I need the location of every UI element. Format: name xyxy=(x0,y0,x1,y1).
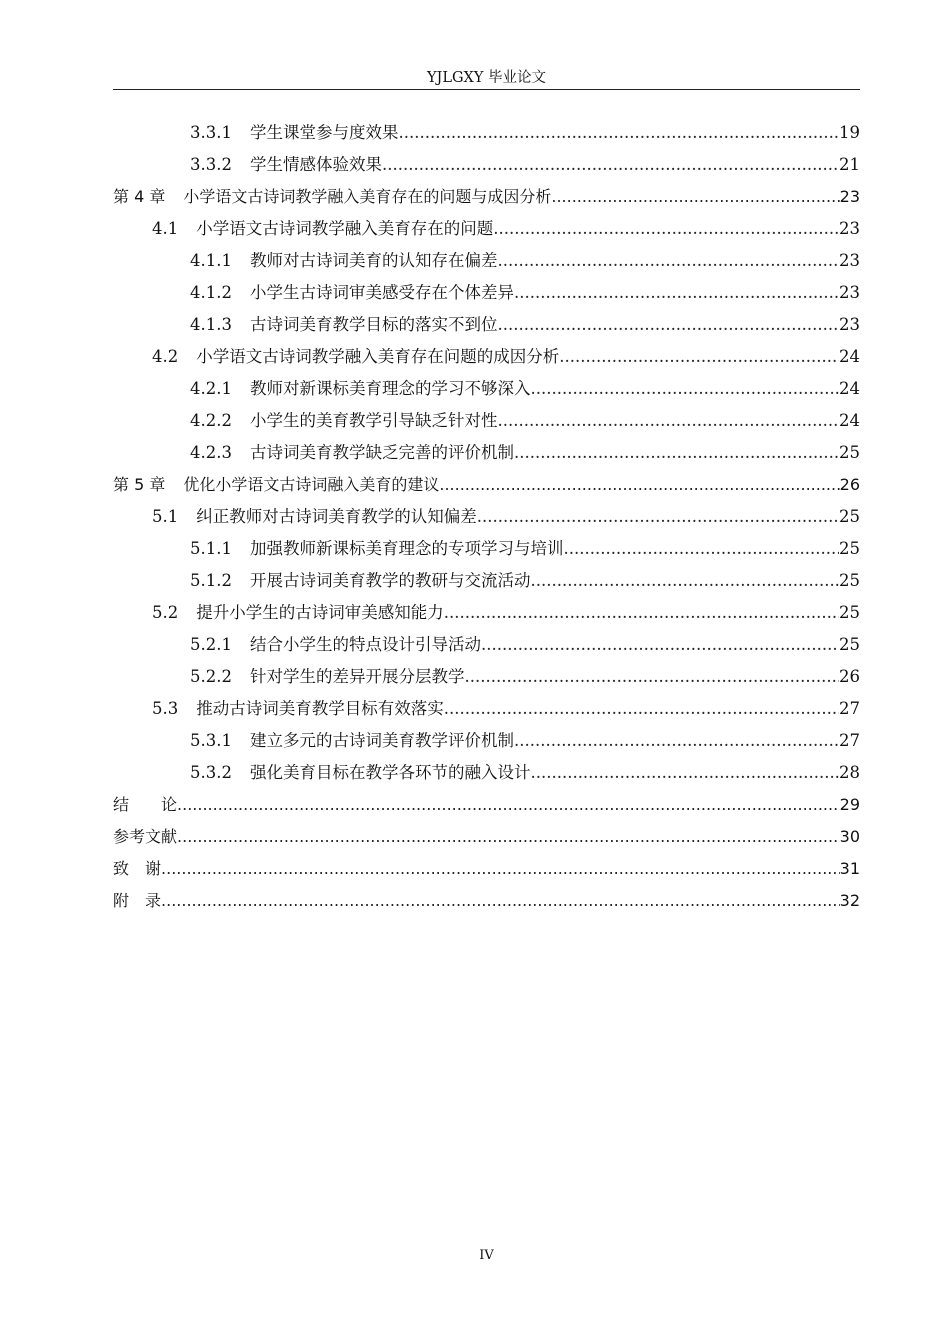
toc-entry-page: 25 xyxy=(839,539,860,558)
toc-entry-page: 23 xyxy=(839,187,860,206)
toc-entry[interactable] xyxy=(113,821,860,853)
toc-entry-number: 4.2.2 xyxy=(190,411,232,430)
toc-entry-page: 25 xyxy=(839,571,860,590)
toc-entry[interactable] xyxy=(113,661,860,693)
toc-entry-title: 开展古诗词美育教学的教研与交流活动 xyxy=(249,571,531,590)
page-number: IV xyxy=(479,1248,494,1263)
toc-entry-number: 4.1 xyxy=(152,219,179,238)
toc-entry-title: 针对学生的差异开展分层教学 xyxy=(249,667,465,686)
toc-entry-title: 纠正教师对古诗词美育教学的认知偏差 xyxy=(196,507,477,526)
toc-entry[interactable] xyxy=(113,213,860,245)
toc-entry[interactable] xyxy=(113,533,860,565)
toc-entry-number: 4.2 xyxy=(152,347,179,366)
dot-leader xyxy=(497,245,839,277)
toc-entry-page: 21 xyxy=(839,155,860,174)
toc-entry[interactable] xyxy=(113,501,860,533)
toc-entry-title: 学生情感体验效果 xyxy=(249,155,382,174)
toc-entry[interactable] xyxy=(113,885,860,917)
toc-entry-number: 5.2.2 xyxy=(190,667,232,686)
dot-leader xyxy=(444,597,839,629)
toc-entry-number: 4.1.2 xyxy=(190,283,232,302)
dot-leader xyxy=(382,149,839,181)
dot-leader xyxy=(481,629,839,661)
toc-entry-title: 小学语文古诗词教学融入美育存在的问题 xyxy=(196,219,494,238)
toc-entry-number: 5.1 xyxy=(152,507,179,526)
dot-leader xyxy=(497,405,839,437)
toc-entry-title: 附 录 xyxy=(113,891,162,910)
toc-entry-title: 建立多元的古诗词美育教学评价机制 xyxy=(249,731,514,750)
toc-entry-page: 26 xyxy=(839,475,860,494)
toc-entry-page: 19 xyxy=(839,123,860,142)
toc-entry-title: 教师对古诗词美育的认知存在偏差 xyxy=(249,251,498,270)
toc-entry-number: 5.3.2 xyxy=(190,763,232,782)
toc-entry-title: 小学语文古诗词教学融入美育存在问题的成因分析 xyxy=(196,347,560,366)
dot-leader xyxy=(530,757,839,789)
toc-entry[interactable] xyxy=(113,405,860,437)
toc-entry-number: 5.2 xyxy=(152,603,179,622)
dot-leader xyxy=(563,533,839,565)
dot-leader xyxy=(514,725,839,757)
toc-entry[interactable] xyxy=(113,725,860,757)
toc-entry[interactable] xyxy=(113,565,860,597)
toc-entry-title: 强化美育目标在教学各环节的融入设计 xyxy=(249,763,531,782)
toc-entry-page: 28 xyxy=(839,763,860,782)
toc-entry-number: 4.2.1 xyxy=(190,379,232,398)
dot-leader xyxy=(477,501,839,533)
toc-entry[interactable] xyxy=(113,757,860,789)
toc-entry-page: 25 xyxy=(839,507,860,526)
toc-entry-number: 4.1.3 xyxy=(190,315,232,334)
toc-entry-page: 25 xyxy=(839,635,860,654)
toc-entry-number: 5.1.2 xyxy=(190,571,232,590)
toc-entry[interactable] xyxy=(113,277,860,309)
dot-leader xyxy=(177,821,840,853)
toc-entry[interactable] xyxy=(113,309,860,341)
toc-entry[interactable] xyxy=(113,181,860,213)
toc-entry-title: 古诗词美育教学缺乏完善的评价机制 xyxy=(249,443,514,462)
toc-entry[interactable] xyxy=(113,149,860,181)
dot-leader xyxy=(530,565,839,597)
toc-entry-page: 27 xyxy=(839,699,860,718)
toc-entry-number: 5.2.1 xyxy=(190,635,232,654)
toc-entry-title: 提升小学生的古诗词审美感知能力 xyxy=(196,603,444,622)
toc-entry-title: 小学语文古诗词教学融入美育存在的问题与成因分析 xyxy=(183,187,552,206)
toc-entry-page: 32 xyxy=(839,891,860,910)
toc-entry[interactable] xyxy=(113,629,860,661)
toc-entry-number: 5.1.1 xyxy=(190,539,232,558)
toc-entry[interactable] xyxy=(113,693,860,725)
toc-entry[interactable] xyxy=(113,469,860,501)
dot-leader xyxy=(161,885,840,917)
toc-entry[interactable] xyxy=(113,597,860,629)
toc-entry[interactable] xyxy=(113,853,860,885)
toc-entry-title: 学生课堂参与度效果 xyxy=(249,123,399,142)
toc-entry-number: 5.3 xyxy=(152,699,179,718)
dot-leader xyxy=(559,341,839,373)
toc-entry-number: 3.3.1 xyxy=(190,123,232,142)
toc-entry[interactable] xyxy=(113,117,860,149)
dot-leader xyxy=(551,181,839,213)
toc-entry-title: 结 论 xyxy=(113,795,178,814)
toc-entry-number: 3.3.2 xyxy=(190,155,232,174)
dot-leader xyxy=(514,437,839,469)
header-rule xyxy=(113,89,860,90)
toc-entry-page: 24 xyxy=(839,347,860,366)
toc-entry[interactable] xyxy=(113,245,860,277)
toc-entry-number: 4.1.1 xyxy=(190,251,232,270)
dot-leader xyxy=(514,277,839,309)
toc-entry-title: 参考文献 xyxy=(113,827,178,846)
toc-entry-title: 小学生的美育教学引导缺乏针对性 xyxy=(249,411,498,430)
toc-entry-title: 优化小学语文古诗词融入美育的建议 xyxy=(183,475,440,494)
dot-leader xyxy=(177,789,840,821)
dot-leader xyxy=(493,213,839,245)
toc-entry-page: 25 xyxy=(839,603,860,622)
toc-entry-page: 23 xyxy=(839,219,860,238)
dot-leader xyxy=(497,309,839,341)
table-of-contents xyxy=(113,117,860,917)
toc-entry-number: 5.3.1 xyxy=(190,731,232,750)
toc-entry[interactable] xyxy=(113,341,860,373)
toc-entry-page: 31 xyxy=(839,859,860,878)
toc-entry-number: 4.2.3 xyxy=(190,443,232,462)
toc-entry-title: 推动古诗词美育教学目标有效落实 xyxy=(196,699,444,718)
toc-entry-page: 29 xyxy=(839,795,860,814)
dot-leader xyxy=(398,117,839,149)
toc-entry-page: 30 xyxy=(839,827,860,846)
toc-entry[interactable] xyxy=(113,789,860,821)
toc-entry[interactable] xyxy=(113,437,860,469)
dot-leader xyxy=(464,661,839,693)
toc-entry[interactable] xyxy=(113,373,860,405)
toc-entry-number: 第 5 章 xyxy=(113,475,166,494)
toc-entry-title: 小学生古诗词审美感受存在个体差异 xyxy=(249,283,514,302)
page-header: YJLGXY 毕业论文 xyxy=(426,70,547,86)
toc-entry-title: 结合小学生的特点设计引导活动 xyxy=(249,635,481,654)
toc-entry-title: 古诗词美育教学目标的落实不到位 xyxy=(249,315,498,334)
toc-entry-page: 27 xyxy=(839,731,860,750)
toc-entry-page: 24 xyxy=(839,411,860,430)
dot-leader xyxy=(530,373,839,405)
toc-entry-title: 致 谢 xyxy=(113,859,162,878)
toc-entry-title: 教师对新课标美育理念的学习不够深入 xyxy=(249,379,531,398)
toc-entry-number: 第 4 章 xyxy=(113,187,166,206)
toc-entry-title: 加强教师新课标美育理念的专项学习与培训 xyxy=(249,539,564,558)
dot-leader xyxy=(444,693,839,725)
toc-entry-page: 23 xyxy=(839,251,860,270)
toc-entry-page: 24 xyxy=(839,379,860,398)
toc-entry-page: 23 xyxy=(839,315,860,334)
dot-leader xyxy=(439,469,839,501)
toc-entry-page: 23 xyxy=(839,283,860,302)
toc-entry-page: 26 xyxy=(839,667,860,686)
dot-leader xyxy=(161,853,840,885)
toc-entry-page: 25 xyxy=(839,443,860,462)
